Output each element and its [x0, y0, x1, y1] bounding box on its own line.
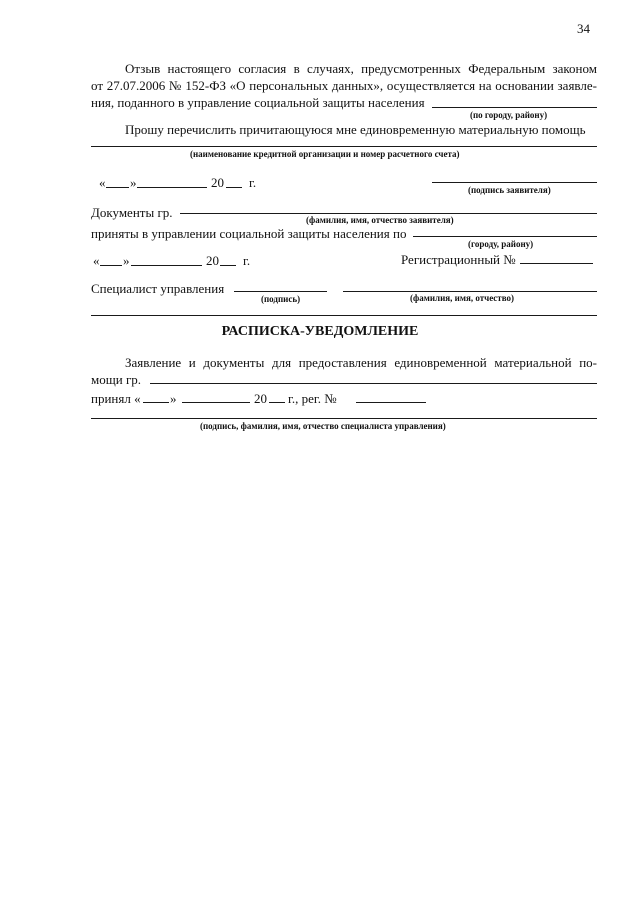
date2-year-prefix: 20 [206, 253, 219, 268]
date1-quote-close: » [130, 175, 137, 190]
applicant-fio-line[interactable] [180, 213, 597, 214]
receipt-quote-close: » [170, 391, 177, 406]
receipt-title: РАСПИСКА-УВЕДОМЛЕНИЕ [221, 324, 419, 339]
page-number: 34 [577, 21, 590, 36]
caption-specialist-fio: (фамилия, имя, отчество) [410, 293, 515, 303]
bank-field-line[interactable] [91, 146, 597, 147]
specialist-signature-line[interactable] [234, 291, 327, 292]
date2-quote-close: » [123, 253, 130, 268]
date2-month-line[interactable] [131, 265, 202, 266]
date1-day-line[interactable] [106, 187, 129, 188]
date1-month-line[interactable] [137, 187, 207, 188]
date1-year-prefix: 20 [211, 175, 224, 190]
date2-day-line[interactable] [100, 265, 122, 266]
date1-g: г. [249, 175, 257, 190]
caption-applicant-signature: (подпись заявителя) [468, 185, 551, 195]
applicant-signature-line[interactable] [432, 182, 597, 183]
consent-line-1: Отзыв настоящего согласия в случаях, предусмотренных Федеральным законом [125, 61, 597, 76]
receipt-year-line[interactable] [269, 402, 285, 403]
caption-city: (по городу, району) [470, 110, 548, 120]
consent-line-2: от 27.07.2006 № 152-ФЗ «О персональных данных», осуществляется на основании заявле- [91, 78, 597, 93]
documents-accepted: приняты в управлении социальной защиты населения по [91, 226, 407, 241]
caption-bank: (наименование кредитной организации и номер расчетного счета) [190, 149, 460, 159]
documents-label: Документы гр. [91, 205, 173, 220]
receipt-year-prefix: 20 [254, 391, 267, 406]
receipt-month-line[interactable] [182, 402, 250, 403]
registration-label: Регистрационный № [401, 252, 516, 267]
date2-g: г. [243, 253, 251, 268]
receipt-fio-line[interactable] [150, 383, 597, 384]
accepted-city-line[interactable] [413, 236, 597, 237]
caption-specialist-signature: (подпись) [261, 294, 301, 304]
payment-request: Прошу перечислить причитающуюся мне единовременную материальную помощь [125, 122, 586, 137]
caption-applicant-fio: (фамилия, имя, отчество заявителя) [306, 215, 454, 225]
receipt-reg-label: г., рег. № [288, 391, 337, 406]
specialist-fio-line[interactable] [343, 291, 597, 292]
receipt-accepted-prefix: принял « [91, 391, 141, 406]
caption-accepted-city: (городу, району) [468, 239, 534, 249]
date2-quote-open: « [93, 253, 100, 268]
receipt-line-2: мощи гр. [91, 372, 142, 387]
receipt-specialist-line[interactable] [91, 418, 597, 419]
specialist-label: Специалист управления [91, 281, 225, 296]
date2-year-line[interactable] [220, 265, 236, 266]
city-field-line[interactable] [432, 107, 597, 108]
receipt-line-1: Заявление и документы для предоставления единовременной материальной по- [125, 355, 597, 370]
registration-number-line[interactable] [520, 263, 593, 264]
date1-quote-open: « [99, 175, 106, 190]
date1-year-line[interactable] [226, 187, 242, 188]
cut-line [91, 315, 597, 316]
caption-receipt-specialist: (подпись, фамилия, имя, отчество специалиста управления) [200, 421, 446, 431]
consent-line-3: ния, поданного в управление социальной защиты населения [91, 95, 425, 110]
receipt-reg-number-line[interactable] [356, 402, 426, 403]
receipt-day-line[interactable] [143, 402, 169, 403]
